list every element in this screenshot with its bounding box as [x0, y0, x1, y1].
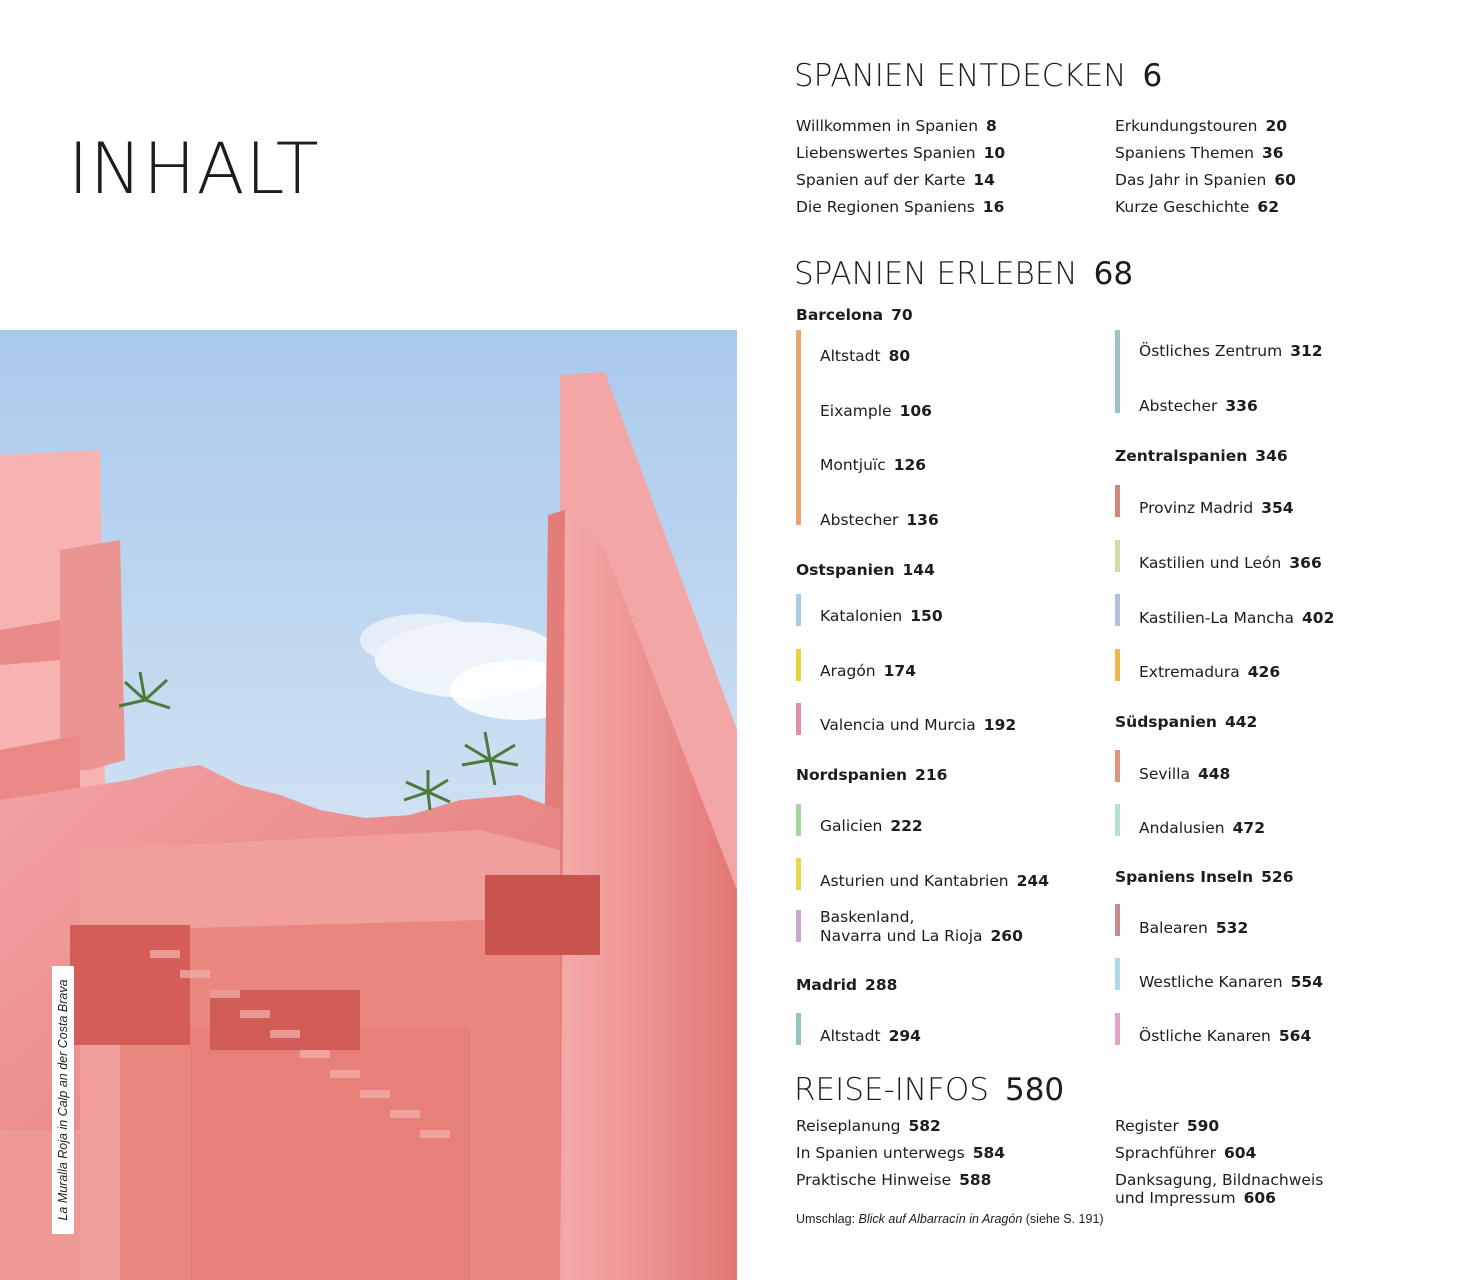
- region-color-bar: [796, 858, 801, 890]
- region-madrid[interactable]: Madrid 288: [796, 976, 898, 994]
- toc-entry[interactable]: Liebenswertes Spanien 10: [796, 144, 1006, 162]
- region-color-bar: [796, 804, 801, 836]
- region-color-bar: [1115, 649, 1120, 681]
- toc-subentry[interactable]: Abstecher 336: [1139, 397, 1258, 415]
- region-color-bar: [1115, 594, 1120, 626]
- toc-subentry[interactable]: Eixample 106: [820, 402, 932, 420]
- toc-entry[interactable]: Das Jahr in Spanien 60: [1115, 171, 1296, 189]
- toc-entry[interactable]: Die Regionen Spaniens 16: [796, 198, 1005, 216]
- toc-subentry[interactable]: Extremadura 426: [1139, 663, 1281, 681]
- toc-subentry[interactable]: Balearen 532: [1139, 919, 1249, 937]
- toc-subentry[interactable]: Valencia und Murcia 192: [820, 716, 1017, 734]
- toc-entry[interactable]: Kurze Geschichte 62: [1115, 198, 1279, 216]
- toc-entry[interactable]: und Impressum 606: [1115, 1189, 1276, 1207]
- toc-entry[interactable]: In Spanien unterwegs 584: [796, 1144, 1006, 1162]
- toc-subentry[interactable]: Altstadt 80: [820, 347, 911, 365]
- photo-caption: [52, 966, 74, 1234]
- region-color-bar: [796, 703, 801, 735]
- toc-entry[interactable]: Erkundungstouren 20: [1115, 117, 1288, 135]
- cover-photo-muralla-roja: [0, 330, 737, 1280]
- toc-subentry[interactable]: Montjuïc 126: [820, 456, 927, 474]
- toc-subentry[interactable]: Aragón 174: [820, 662, 916, 680]
- region-color-bar: [1115, 540, 1120, 572]
- section-heading-reise-infos[interactable]: REISE-INFOS 580: [794, 1072, 1065, 1108]
- toc-entry[interactable]: Sprachführer 604: [1115, 1144, 1257, 1162]
- toc-entry[interactable]: Spanien auf der Karte 14: [796, 171, 995, 189]
- toc-subentry[interactable]: Navarra und La Rioja 260: [820, 927, 1023, 945]
- region-color-bar: [796, 1013, 801, 1045]
- photo-caption-text: La Muralla Roja in Calp an der Costa Brava: [56, 979, 70, 1221]
- region-ostspanien[interactable]: Ostspanien 144: [796, 561, 935, 579]
- region-color-bar: [1115, 904, 1120, 936]
- toc-subentry[interactable]: Kastilien-La Mancha 402: [1139, 609, 1335, 627]
- toc-subentry[interactable]: Altstadt 294: [820, 1027, 921, 1045]
- cover-note: Umschlag: Blick auf Albarracín in Aragón (siehe S. 191): [796, 1212, 1104, 1226]
- region-color-bar: [796, 910, 801, 942]
- toc-entry[interactable]: Reiseplanung 582: [796, 1117, 941, 1135]
- page-title: INHALT: [68, 128, 320, 210]
- toc-subentry[interactable]: Abstecher 136: [820, 511, 939, 529]
- region-nordspanien[interactable]: Nordspanien 216: [796, 766, 948, 784]
- toc-subentry[interactable]: Baskenland,: [820, 908, 915, 926]
- region-color-bar: [1115, 750, 1120, 782]
- section-heading-entdecken[interactable]: SPANIEN ENTDECKEN 6: [794, 58, 1163, 94]
- region-color-bar: [1115, 330, 1120, 413]
- region-color-bar: [1115, 485, 1120, 517]
- toc-subentry[interactable]: Kastilien und León 366: [1139, 554, 1322, 572]
- region-color-bar: [1115, 804, 1120, 836]
- toc-subentry[interactable]: Östliches Zentrum 312: [1139, 342, 1323, 360]
- toc-subentry[interactable]: Andalusien 472: [1139, 819, 1265, 837]
- toc-subentry[interactable]: Asturien und Kantabrien 244: [820, 872, 1049, 890]
- toc-subentry[interactable]: Katalonien 150: [820, 607, 943, 625]
- region-color-bar: [1115, 1013, 1120, 1045]
- region-suedspanien[interactable]: Südspanien 442: [1115, 713, 1258, 731]
- toc-entry[interactable]: Praktische Hinweise 588: [796, 1171, 992, 1189]
- region-color-bar: [796, 330, 801, 525]
- toc-subentry[interactable]: Provinz Madrid 354: [1139, 499, 1294, 517]
- toc-entry[interactable]: Spaniens Themen 36: [1115, 144, 1284, 162]
- region-color-bar: [796, 649, 801, 681]
- region-barcelona[interactable]: Barcelona 70: [796, 306, 913, 324]
- toc-entry[interactable]: Willkommen in Spanien 8: [796, 117, 997, 135]
- region-color-bar: [1115, 958, 1120, 990]
- region-spaniens-inseln[interactable]: Spaniens Inseln 526: [1115, 868, 1294, 886]
- toc-subentry[interactable]: Galicien 222: [820, 817, 923, 835]
- toc-entry[interactable]: Register 590: [1115, 1117, 1220, 1135]
- region-zentralspanien[interactable]: Zentralspanien 346: [1115, 447, 1288, 465]
- toc-subentry[interactable]: Östliche Kanaren 564: [1139, 1027, 1312, 1045]
- region-color-bar: [796, 594, 801, 626]
- toc-subentry[interactable]: Westliche Kanaren 554: [1139, 973, 1323, 991]
- toc-subentry[interactable]: Sevilla 448: [1139, 765, 1231, 783]
- toc-entry[interactable]: Danksagung, Bildnachweis: [1115, 1171, 1324, 1189]
- section-heading-erleben[interactable]: SPANIEN ERLEBEN 68: [794, 256, 1134, 292]
